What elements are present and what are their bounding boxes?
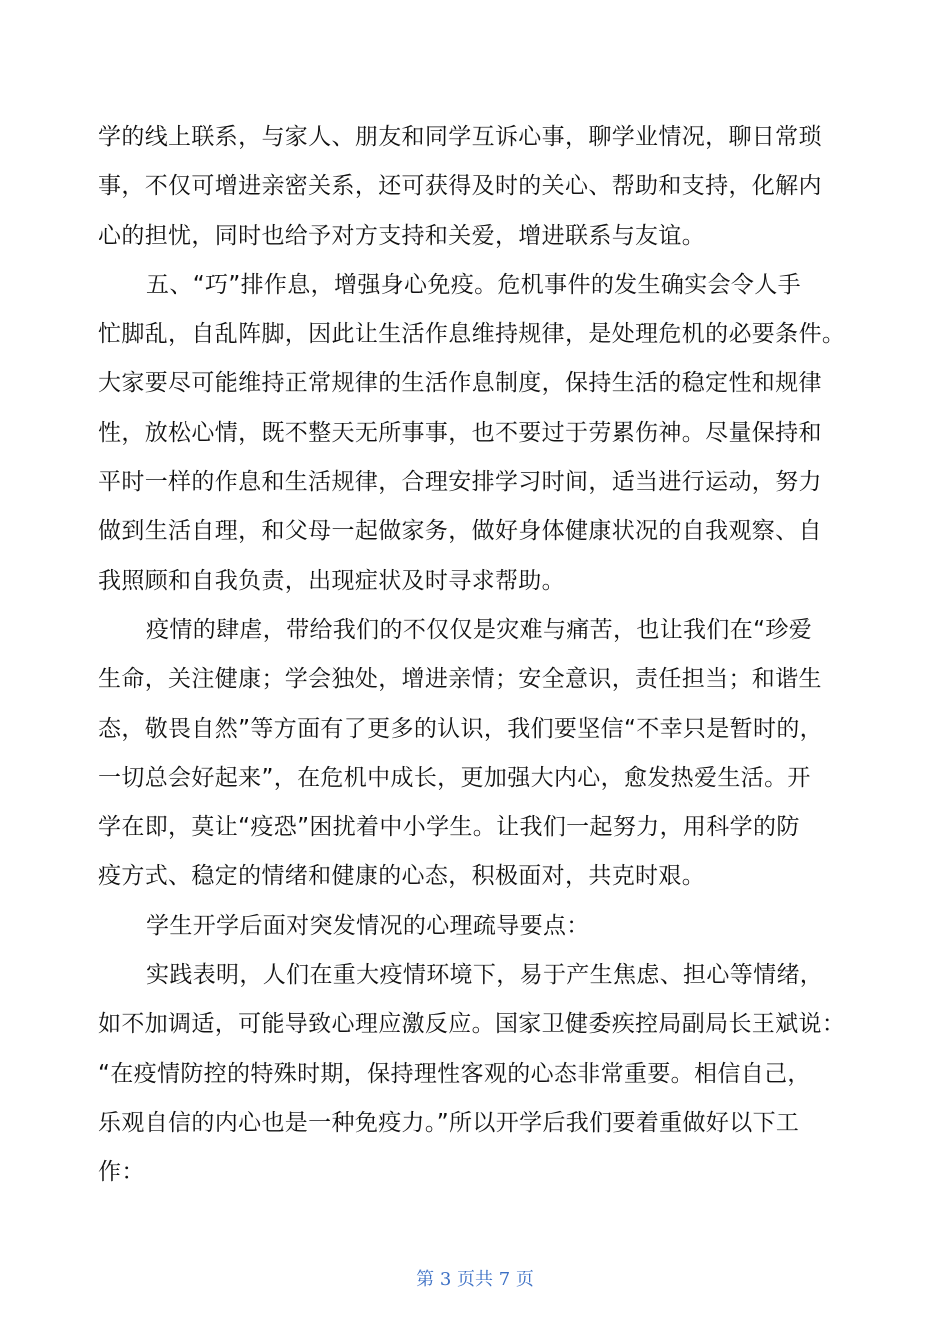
page-number: 第 3 页共 7 页: [416, 1269, 534, 1290]
paragraph-5: [98, 951, 858, 1197]
text-line: 平时一样的作息和生活规律，合理安排学习时间，适当进行运动，努力: [98, 469, 822, 496]
text-line: 学的线上联系，与家人、朋友和同学互诉心事，聊学业情况，聊日常琐: [98, 124, 822, 150]
text-line: 做到生活自理，和父母一起做家务，做好身体健康状况的自我观察、自: [98, 518, 822, 545]
text-line: 实践表明，人们在重大疫情环境下，易于产生焦虑、担心等情绪，: [146, 962, 824, 989]
paragraph-4: [98, 902, 858, 951]
text-line: 五、“巧”排作息，增强身心免疫。危机事件的发生确实会令人手: [146, 271, 801, 298]
text-line: 如不加调适，可能导致心理应激反应。国家卫健委疾控局副局长王斌说：: [98, 1011, 846, 1038]
text-line: 性，放松心情，既不整天无所事事，也不要过于劳累伤神。尽量保持和: [98, 419, 822, 446]
text-line: 疫方式、稳定的情绪和健康的心态，积极面对，共克时艰。: [98, 863, 706, 890]
text-line: 学在即，莫让“疫恐”困扰着中小学生。让我们一起努力，用科学的防: [98, 814, 800, 841]
text-line: 忙脚乱，自乱阵脚，因此让生活作息维持规律，是处理危机的必要条件。: [98, 321, 846, 348]
paragraph-1: [98, 113, 858, 261]
text-line: 生命，关注健康；学会独处，增进亲情；安全意识，责任担当；和谐生: [98, 666, 822, 693]
text-line: 一切总会好起来”，在危机中成长，更加强大内心，愈发热爱生活。开: [98, 764, 811, 791]
text-line: 疫情的肆虐，带给我们的不仅仅是灾难与痛苦，也让我们在“珍爱: [146, 616, 813, 643]
text-line: 心的担忧，同时也给予对方支持和关爱，增进联系与友谊。: [98, 222, 706, 249]
document-body: [98, 113, 858, 1198]
paragraph-3: [98, 606, 858, 902]
text-line: 作：: [98, 1159, 145, 1186]
text-line: 大家要尽可能维持正常规律的生活作息制度，保持生活的稳定性和规律: [98, 370, 822, 397]
text-line: 乐观自信的内心也是一种免疫力。”所以开学后我们要着重做好以下工: [98, 1109, 800, 1136]
text-line: 事，不仅可增进亲密关系，还可获得及时的关心、帮助和支持，化解内: [98, 173, 822, 200]
text-line: “在疫情防控的特殊时期，保持理性客观的心态非常重要。相信自己，: [98, 1060, 811, 1087]
text-line: 态，敬畏自然”等方面有了更多的认识，我们要坚信“不幸只是暂时的，: [98, 715, 824, 742]
text-line: 学生开学后面对突发情况的心理疏导要点：: [146, 912, 590, 939]
paragraph-2: [98, 261, 858, 606]
text-line: 我照顾和自我负责，出现症状及时寻求帮助。: [98, 567, 565, 594]
